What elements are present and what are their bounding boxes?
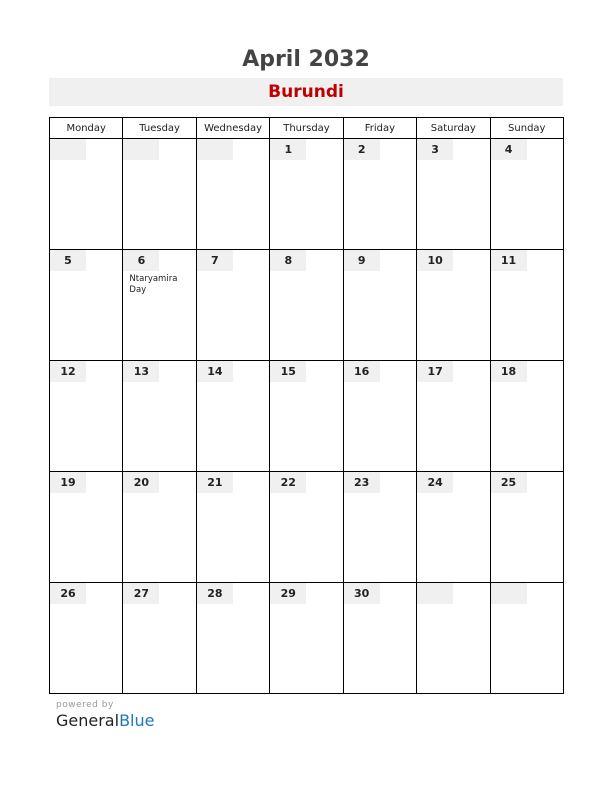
week-row: [50, 250, 564, 361]
day-cell: [343, 583, 416, 694]
day-number: [50, 139, 86, 160]
day-cell: [196, 250, 269, 361]
day-cell: [417, 250, 490, 361]
day-number: 19: [50, 472, 86, 493]
day-number: [123, 139, 159, 160]
day-number: 8: [270, 250, 306, 271]
country-banner: [49, 78, 563, 106]
day-number: 3: [417, 139, 453, 160]
day-number: 4: [491, 139, 527, 160]
weekday-tuesday: Tuesday: [123, 118, 196, 139]
weekday-monday: Monday: [50, 118, 123, 139]
empty-day-cell: [50, 139, 123, 250]
day-number: 14: [197, 361, 233, 382]
day-cell: [490, 361, 563, 472]
day-number: 17: [417, 361, 453, 382]
week-row: [50, 139, 564, 250]
day-number: [417, 583, 453, 604]
day-cell: [270, 361, 343, 472]
day-cell: [490, 250, 563, 361]
page-title: April 2032: [242, 47, 370, 72]
brand-general: General: [56, 711, 120, 730]
holiday-label: Ntaryamira Day: [129, 274, 178, 295]
day-number: 30: [344, 583, 380, 604]
country-name: Burundi: [268, 82, 344, 102]
day-cell: [417, 361, 490, 472]
day-number: 9: [344, 250, 380, 271]
day-cell: [50, 472, 123, 583]
week-row: [50, 472, 564, 583]
day-cell: [490, 139, 563, 250]
generalblue-logo[interactable]: [56, 711, 154, 730]
day-number: 5: [50, 250, 86, 271]
day-cell: [50, 361, 123, 472]
day-number: [491, 583, 527, 604]
day-cell: [417, 139, 490, 250]
empty-day-cell: [417, 583, 490, 694]
empty-day-cell: [196, 139, 269, 250]
day-number: 24: [417, 472, 453, 493]
footer: [56, 700, 154, 730]
day-number: 26: [50, 583, 86, 604]
weekday-wednesday: Wednesday: [196, 118, 269, 139]
day-number: 18: [491, 361, 527, 382]
day-cell: [196, 361, 269, 472]
empty-day-cell: [490, 583, 563, 694]
day-number: 28: [197, 583, 233, 604]
day-number: 7: [197, 250, 233, 271]
weekday-thursday: Thursday: [270, 118, 343, 139]
week-row: [50, 361, 564, 472]
day-cell: [196, 472, 269, 583]
day-cell: [270, 250, 343, 361]
day-number: 20: [123, 472, 159, 493]
day-cell: [50, 250, 123, 361]
day-number: 22: [270, 472, 306, 493]
day-number: 27: [123, 583, 159, 604]
day-cell: [50, 583, 123, 694]
weekday-header-row: [50, 118, 564, 139]
day-number: [197, 139, 233, 160]
weekday-friday: Friday: [343, 118, 416, 139]
day-cell: [343, 472, 416, 583]
day-number: 2: [344, 139, 380, 160]
day-number: 6: [123, 250, 159, 271]
day-number: 11: [491, 250, 527, 271]
day-number: 10: [417, 250, 453, 271]
day-number: 15: [270, 361, 306, 382]
day-number: 1: [270, 139, 306, 160]
day-cell: [123, 250, 196, 361]
week-row: [50, 583, 564, 694]
day-cell: [270, 583, 343, 694]
weekday-sunday: Sunday: [490, 118, 563, 139]
brand-blue: Blue: [119, 711, 155, 730]
empty-day-cell: [123, 139, 196, 250]
day-cell: [417, 472, 490, 583]
day-number: 23: [344, 472, 380, 493]
day-number: 25: [491, 472, 527, 493]
day-number: 21: [197, 472, 233, 493]
weekday-saturday: Saturday: [417, 118, 490, 139]
powered-by-label: powered by: [56, 700, 114, 710]
day-cell: [270, 472, 343, 583]
day-cell: [123, 361, 196, 472]
day-cell: [490, 472, 563, 583]
day-cell: [343, 139, 416, 250]
calendar-grid: [49, 117, 564, 694]
day-number: 12: [50, 361, 86, 382]
day-number: 29: [270, 583, 306, 604]
day-number: 13: [123, 361, 159, 382]
day-cell: [343, 361, 416, 472]
day-cell: [343, 250, 416, 361]
day-cell: [270, 139, 343, 250]
day-cell: [196, 583, 269, 694]
day-cell: [123, 583, 196, 694]
day-cell: [123, 472, 196, 583]
day-number: 16: [344, 361, 380, 382]
